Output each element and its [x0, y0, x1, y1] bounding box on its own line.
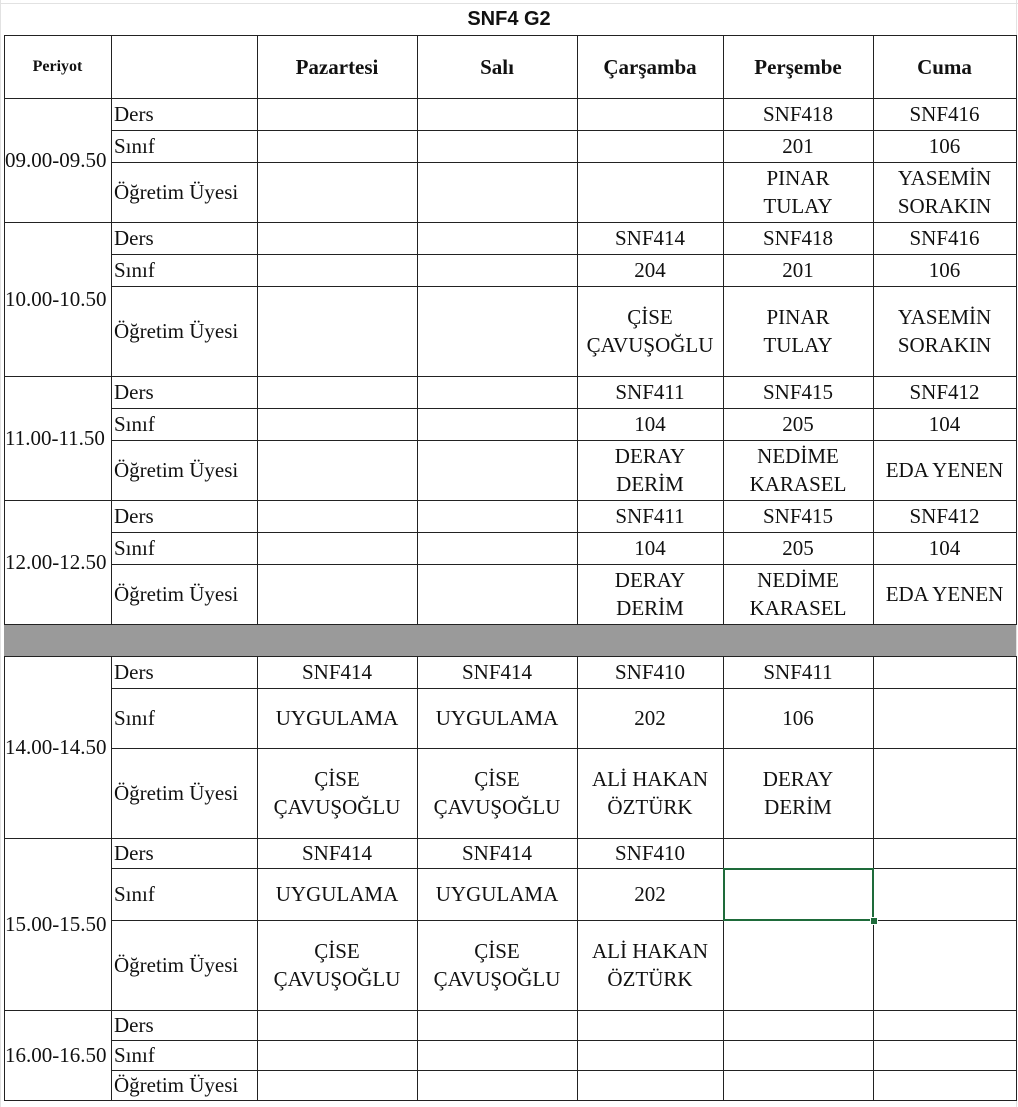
row-label: Öğretim Üyesi	[114, 458, 239, 482]
period-time: 15.00-15.50	[5, 912, 107, 936]
row-label: Ders	[114, 841, 154, 865]
row-label: Ders	[114, 102, 154, 126]
schedule-cell[interactable]	[873, 688, 1016, 748]
instructor-name-line: KARASEL	[749, 472, 847, 496]
table-border-top	[4, 35, 1017, 36]
schedule-cell[interactable]: 202	[634, 706, 666, 730]
grid-line-v	[417, 35, 418, 625]
header-day: Cuma	[917, 54, 972, 79]
schedule-cell[interactable]: 201	[782, 258, 814, 282]
schedule-cell[interactable]: SNF418	[762, 102, 834, 126]
schedule-cell[interactable]	[417, 1040, 577, 1070]
row-label: Öğretim Üyesi	[114, 1073, 239, 1097]
row-label: Öğretim Üyesi	[114, 319, 239, 343]
grid-line-v	[257, 35, 258, 625]
schedule-cell[interactable]	[577, 1040, 723, 1070]
schedule-cell[interactable]	[577, 162, 723, 222]
instructor-name-line: DERAY	[762, 767, 834, 791]
schedule-cell[interactable]: 201	[782, 134, 814, 158]
schedule-cell[interactable]	[723, 920, 873, 1010]
schedule-cell[interactable]	[873, 868, 1016, 920]
instructor-name-line: PINAR	[766, 305, 830, 329]
instructor-name-line: NEDİME	[757, 568, 839, 592]
schedule-cell[interactable]	[417, 130, 577, 162]
instructor-name-line: ÇAVUŞOĞLU	[273, 967, 401, 991]
row-label: Sınıf	[114, 412, 155, 436]
instructor-name-line: SORAKIN	[897, 194, 992, 218]
schedule-cell[interactable]	[873, 1010, 1016, 1040]
grid-line-v	[111, 35, 112, 625]
schedule-cell[interactable]: 106	[782, 706, 814, 730]
period-time: 16.00-16.50	[5, 1043, 107, 1067]
schedule-cell[interactable]: SNF415	[762, 504, 834, 528]
schedule-cell[interactable]	[257, 376, 417, 408]
schedule-cell[interactable]: 205	[782, 412, 814, 436]
grid-line-h	[4, 500, 1017, 501]
instructor-name-line: ÇİSE	[474, 939, 520, 963]
instructor-name-line: ÖZTÜRK	[607, 967, 693, 991]
row-label: Ders	[114, 1013, 154, 1037]
schedule-cell[interactable]	[873, 656, 1016, 688]
schedule-cell[interactable]	[257, 254, 417, 286]
schedule-cell[interactable]: UYGULAMA	[435, 882, 559, 906]
schedule-cell[interactable]	[577, 98, 723, 130]
schedule-cell[interactable]	[257, 748, 417, 838]
schedule-cell[interactable]: SNF416	[909, 102, 980, 126]
schedule-cell[interactable]: SNF411	[615, 380, 685, 404]
header-day: Salı	[480, 54, 514, 79]
schedule-cell[interactable]: SNF414	[461, 841, 533, 865]
schedule-cell[interactable]	[723, 748, 873, 838]
schedule-cell[interactable]: UYGULAMA	[435, 706, 559, 730]
grid-line-v	[4, 656, 5, 1101]
grid-line-h	[111, 1040, 1017, 1041]
grid-line-h	[4, 1010, 1017, 1011]
row-label: Ders	[114, 380, 154, 404]
period-time: 14.00-14.50	[5, 735, 107, 759]
instructor-name-line: EDA YENEN	[885, 582, 1004, 606]
schedule-cell[interactable]	[873, 838, 1016, 868]
instructor-name-line: YASEMİN	[897, 305, 992, 329]
schedule-cell[interactable]: SNF414	[461, 660, 533, 684]
schedule-cell[interactable]: SNF412	[909, 504, 980, 528]
instructor-name-line: DERİM	[616, 472, 684, 496]
schedule-cell[interactable]	[723, 838, 873, 868]
grid-line-h	[111, 532, 1017, 533]
schedule-cell[interactable]	[257, 1070, 417, 1100]
row-label: Sınıf	[114, 706, 155, 730]
row-label: Sınıf	[114, 536, 155, 560]
grid-line-h	[111, 254, 1017, 255]
schedule-cell[interactable]: SNF414	[301, 660, 373, 684]
instructor-name-line: SORAKIN	[897, 333, 992, 357]
schedule-cell[interactable]: SNF418	[762, 226, 834, 250]
schedule-cell[interactable]: 205	[782, 536, 814, 560]
schedule-cell[interactable]	[873, 286, 1016, 376]
schedule-cell[interactable]	[417, 920, 577, 1010]
schedule-cell[interactable]	[257, 440, 417, 500]
schedule-cell[interactable]: UYGULAMA	[275, 706, 399, 730]
instructor-name-line: EDA YENEN	[885, 458, 1004, 482]
schedule-cell[interactable]: SNF411	[763, 660, 833, 684]
instructor-name-line: ALİ HAKAN	[591, 939, 709, 963]
schedule-cell[interactable]: 104	[928, 536, 961, 560]
grid-line-v	[1016, 35, 1017, 625]
schedule-cell[interactable]	[873, 162, 1016, 222]
grid-line-v	[4, 35, 5, 625]
header-period: Periyot	[32, 57, 83, 75]
schedule-cell[interactable]	[417, 254, 577, 286]
sheet-gridline	[0, 0, 1, 1107]
schedule-cell[interactable]	[723, 1070, 873, 1100]
grid-line-v	[417, 656, 418, 1101]
row-label: Ders	[114, 504, 154, 528]
schedule-cell[interactable]	[577, 1070, 723, 1100]
row-label: Öğretim Üyesi	[114, 582, 239, 606]
instructor-name-line: DERAY	[614, 568, 686, 592]
grid-line-v	[873, 35, 874, 625]
row-label: Ders	[114, 226, 154, 250]
grid-line-h	[111, 868, 1017, 869]
grid-line-h	[4, 624, 1017, 625]
schedule-cell[interactable]: 104	[634, 536, 666, 560]
row-label: Sınıf	[114, 258, 155, 282]
schedule-cell[interactable]	[723, 1010, 873, 1040]
row-label: Sınıf	[114, 882, 155, 906]
schedule-cell[interactable]	[577, 920, 723, 1010]
schedule-cell[interactable]	[417, 376, 577, 408]
grid-line-h	[4, 222, 1017, 223]
schedule-cell[interactable]	[723, 162, 873, 222]
instructor-name-line: KARASEL	[749, 596, 847, 620]
instructor-name-line: PINAR	[766, 166, 830, 190]
schedule-cell[interactable]	[257, 532, 417, 564]
instructor-name-line: ÇAVUŞOĞLU	[433, 967, 561, 991]
fill-handle[interactable]	[870, 917, 878, 925]
sheet-title: SNF4 G2	[467, 8, 551, 30]
schedule-cell[interactable]	[723, 564, 873, 624]
schedule-cell[interactable]	[417, 748, 577, 838]
instructor-name-line: ÇAVUŞOĞLU	[273, 795, 401, 819]
schedule-cell[interactable]	[257, 98, 417, 130]
row-label: Sınıf	[114, 134, 155, 158]
schedule-cell[interactable]	[873, 1040, 1016, 1070]
instructor-name-line: ÇAVUŞOĞLU	[586, 333, 714, 357]
schedule-cell[interactable]	[417, 1070, 577, 1100]
grid-line-h	[111, 748, 1017, 749]
header-day: Perşembe	[754, 54, 842, 79]
schedule-cell[interactable]	[723, 1040, 873, 1070]
schedule-cell[interactable]: 106	[928, 258, 961, 282]
schedule-cell[interactable]	[417, 408, 577, 440]
schedule-cell[interactable]	[417, 1010, 577, 1040]
instructor-name-line: NEDİME	[757, 444, 839, 468]
schedule-cell[interactable]: SNF410	[614, 660, 686, 684]
grid-line-h	[4, 656, 1017, 657]
schedule-cell[interactable]: 106	[928, 134, 961, 158]
instructor-name-line: DERİM	[616, 596, 684, 620]
grid-line-v	[1016, 656, 1017, 1101]
schedule-cell[interactable]	[417, 162, 577, 222]
row-label: Öğretim Üyesi	[114, 953, 239, 977]
grid-line-h	[111, 920, 1017, 921]
schedule-cell[interactable]	[577, 286, 723, 376]
schedule-cell[interactable]	[257, 1010, 417, 1040]
schedule-cell[interactable]	[417, 98, 577, 130]
grid-line-v	[111, 656, 112, 1101]
period-time: 09.00-09.50	[5, 148, 107, 172]
schedule-cell[interactable]	[873, 440, 1016, 500]
schedule-cell[interactable]	[723, 286, 873, 376]
grid-line-h	[111, 162, 1017, 163]
schedule-cell[interactable]	[577, 748, 723, 838]
grid-line-v	[577, 656, 578, 1101]
schedule-cell[interactable]: SNF414	[301, 841, 373, 865]
schedule-cell[interactable]	[577, 564, 723, 624]
header-blank	[111, 35, 257, 98]
grid-line-h	[111, 564, 1017, 565]
schedule-cell[interactable]	[417, 564, 577, 624]
instructor-name-line: ÇAVUŞOĞLU	[433, 795, 561, 819]
schedule-cell[interactable]: SNF411	[615, 504, 685, 528]
grid-line-h	[111, 408, 1017, 409]
schedule-cell[interactable]: 204	[634, 258, 666, 282]
grid-line-h	[111, 286, 1017, 287]
instructor-name-line: TULAY	[763, 333, 833, 357]
schedule-cell[interactable]	[257, 286, 417, 376]
schedule-cell[interactable]: SNF412	[909, 380, 980, 404]
instructor-name-line: DERİM	[764, 795, 832, 819]
schedule-cell[interactable]	[417, 500, 577, 532]
row-label: Öğretim Üyesi	[114, 180, 239, 204]
grid-line-h	[4, 376, 1017, 377]
active-cell-selection[interactable]	[723, 868, 874, 921]
schedule-cell[interactable]	[873, 1070, 1016, 1100]
grid-line-h	[4, 1100, 1017, 1101]
instructor-name-line: ÇİSE	[314, 767, 360, 791]
schedule-cell[interactable]	[257, 408, 417, 440]
period-time: 12.00-12.50	[5, 550, 107, 574]
schedule-cell[interactable]: SNF414	[614, 226, 686, 250]
schedule-cell[interactable]	[257, 500, 417, 532]
schedule-cell[interactable]: 104	[634, 412, 666, 436]
period-time: 11.00-11.50	[5, 426, 105, 450]
header-day: Pazartesi	[295, 54, 379, 79]
row-label: Sınıf	[114, 1043, 155, 1067]
schedule-cell[interactable]	[257, 920, 417, 1010]
instructor-name-line: ALİ HAKAN	[591, 767, 709, 791]
schedule-cell[interactable]	[257, 130, 417, 162]
schedule-cell[interactable]	[577, 130, 723, 162]
lunch-break-band	[4, 624, 1016, 656]
grid-line-h	[4, 98, 1017, 99]
schedule-cell[interactable]	[577, 1010, 723, 1040]
instructor-name-line: DERAY	[614, 444, 686, 468]
schedule-cell[interactable]: SNF415	[762, 380, 834, 404]
schedule-cell[interactable]	[257, 162, 417, 222]
schedule-cell[interactable]	[873, 920, 1016, 1010]
grid-line-v	[257, 656, 258, 1101]
schedule-cell[interactable]	[417, 286, 577, 376]
row-label: Öğretim Üyesi	[114, 781, 239, 805]
instructor-name-line: ÇİSE	[627, 305, 673, 329]
schedule-cell[interactable]: 104	[928, 412, 961, 436]
schedule-cell[interactable]	[723, 440, 873, 500]
schedule-cell[interactable]: 202	[634, 882, 666, 906]
header-day: Çarşamba	[603, 54, 697, 79]
sheet-gridline	[0, 3, 1018, 4]
grid-line-h	[111, 130, 1017, 131]
instructor-name-line: ÇİSE	[474, 767, 520, 791]
schedule-cell[interactable]: UYGULAMA	[275, 882, 399, 906]
instructor-name-line: ÖZTÜRK	[607, 795, 693, 819]
instructor-name-line: ÇİSE	[314, 939, 360, 963]
schedule-cell[interactable]	[873, 564, 1016, 624]
schedule-cell[interactable]	[417, 440, 577, 500]
period-time: 10.00-10.50	[5, 287, 107, 311]
schedule-cell[interactable]	[257, 564, 417, 624]
schedule-cell[interactable]	[257, 1040, 417, 1070]
instructor-name-line: TULAY	[763, 194, 833, 218]
schedule-cell[interactable]: SNF416	[909, 226, 980, 250]
grid-line-v	[723, 35, 724, 625]
grid-line-h	[111, 1070, 1017, 1071]
schedule-cell[interactable]	[577, 440, 723, 500]
grid-line-v	[577, 35, 578, 625]
schedule-cell[interactable]	[873, 748, 1016, 838]
grid-line-h	[111, 688, 1017, 689]
schedule-cell[interactable]	[257, 222, 417, 254]
grid-line-h	[111, 440, 1017, 441]
schedule-cell[interactable]	[417, 222, 577, 254]
row-label: Ders	[114, 660, 154, 684]
schedule-cell[interactable]	[417, 532, 577, 564]
grid-line-h	[4, 838, 1017, 839]
schedule-cell[interactable]: SNF410	[614, 841, 686, 865]
instructor-name-line: YASEMİN	[897, 166, 992, 190]
